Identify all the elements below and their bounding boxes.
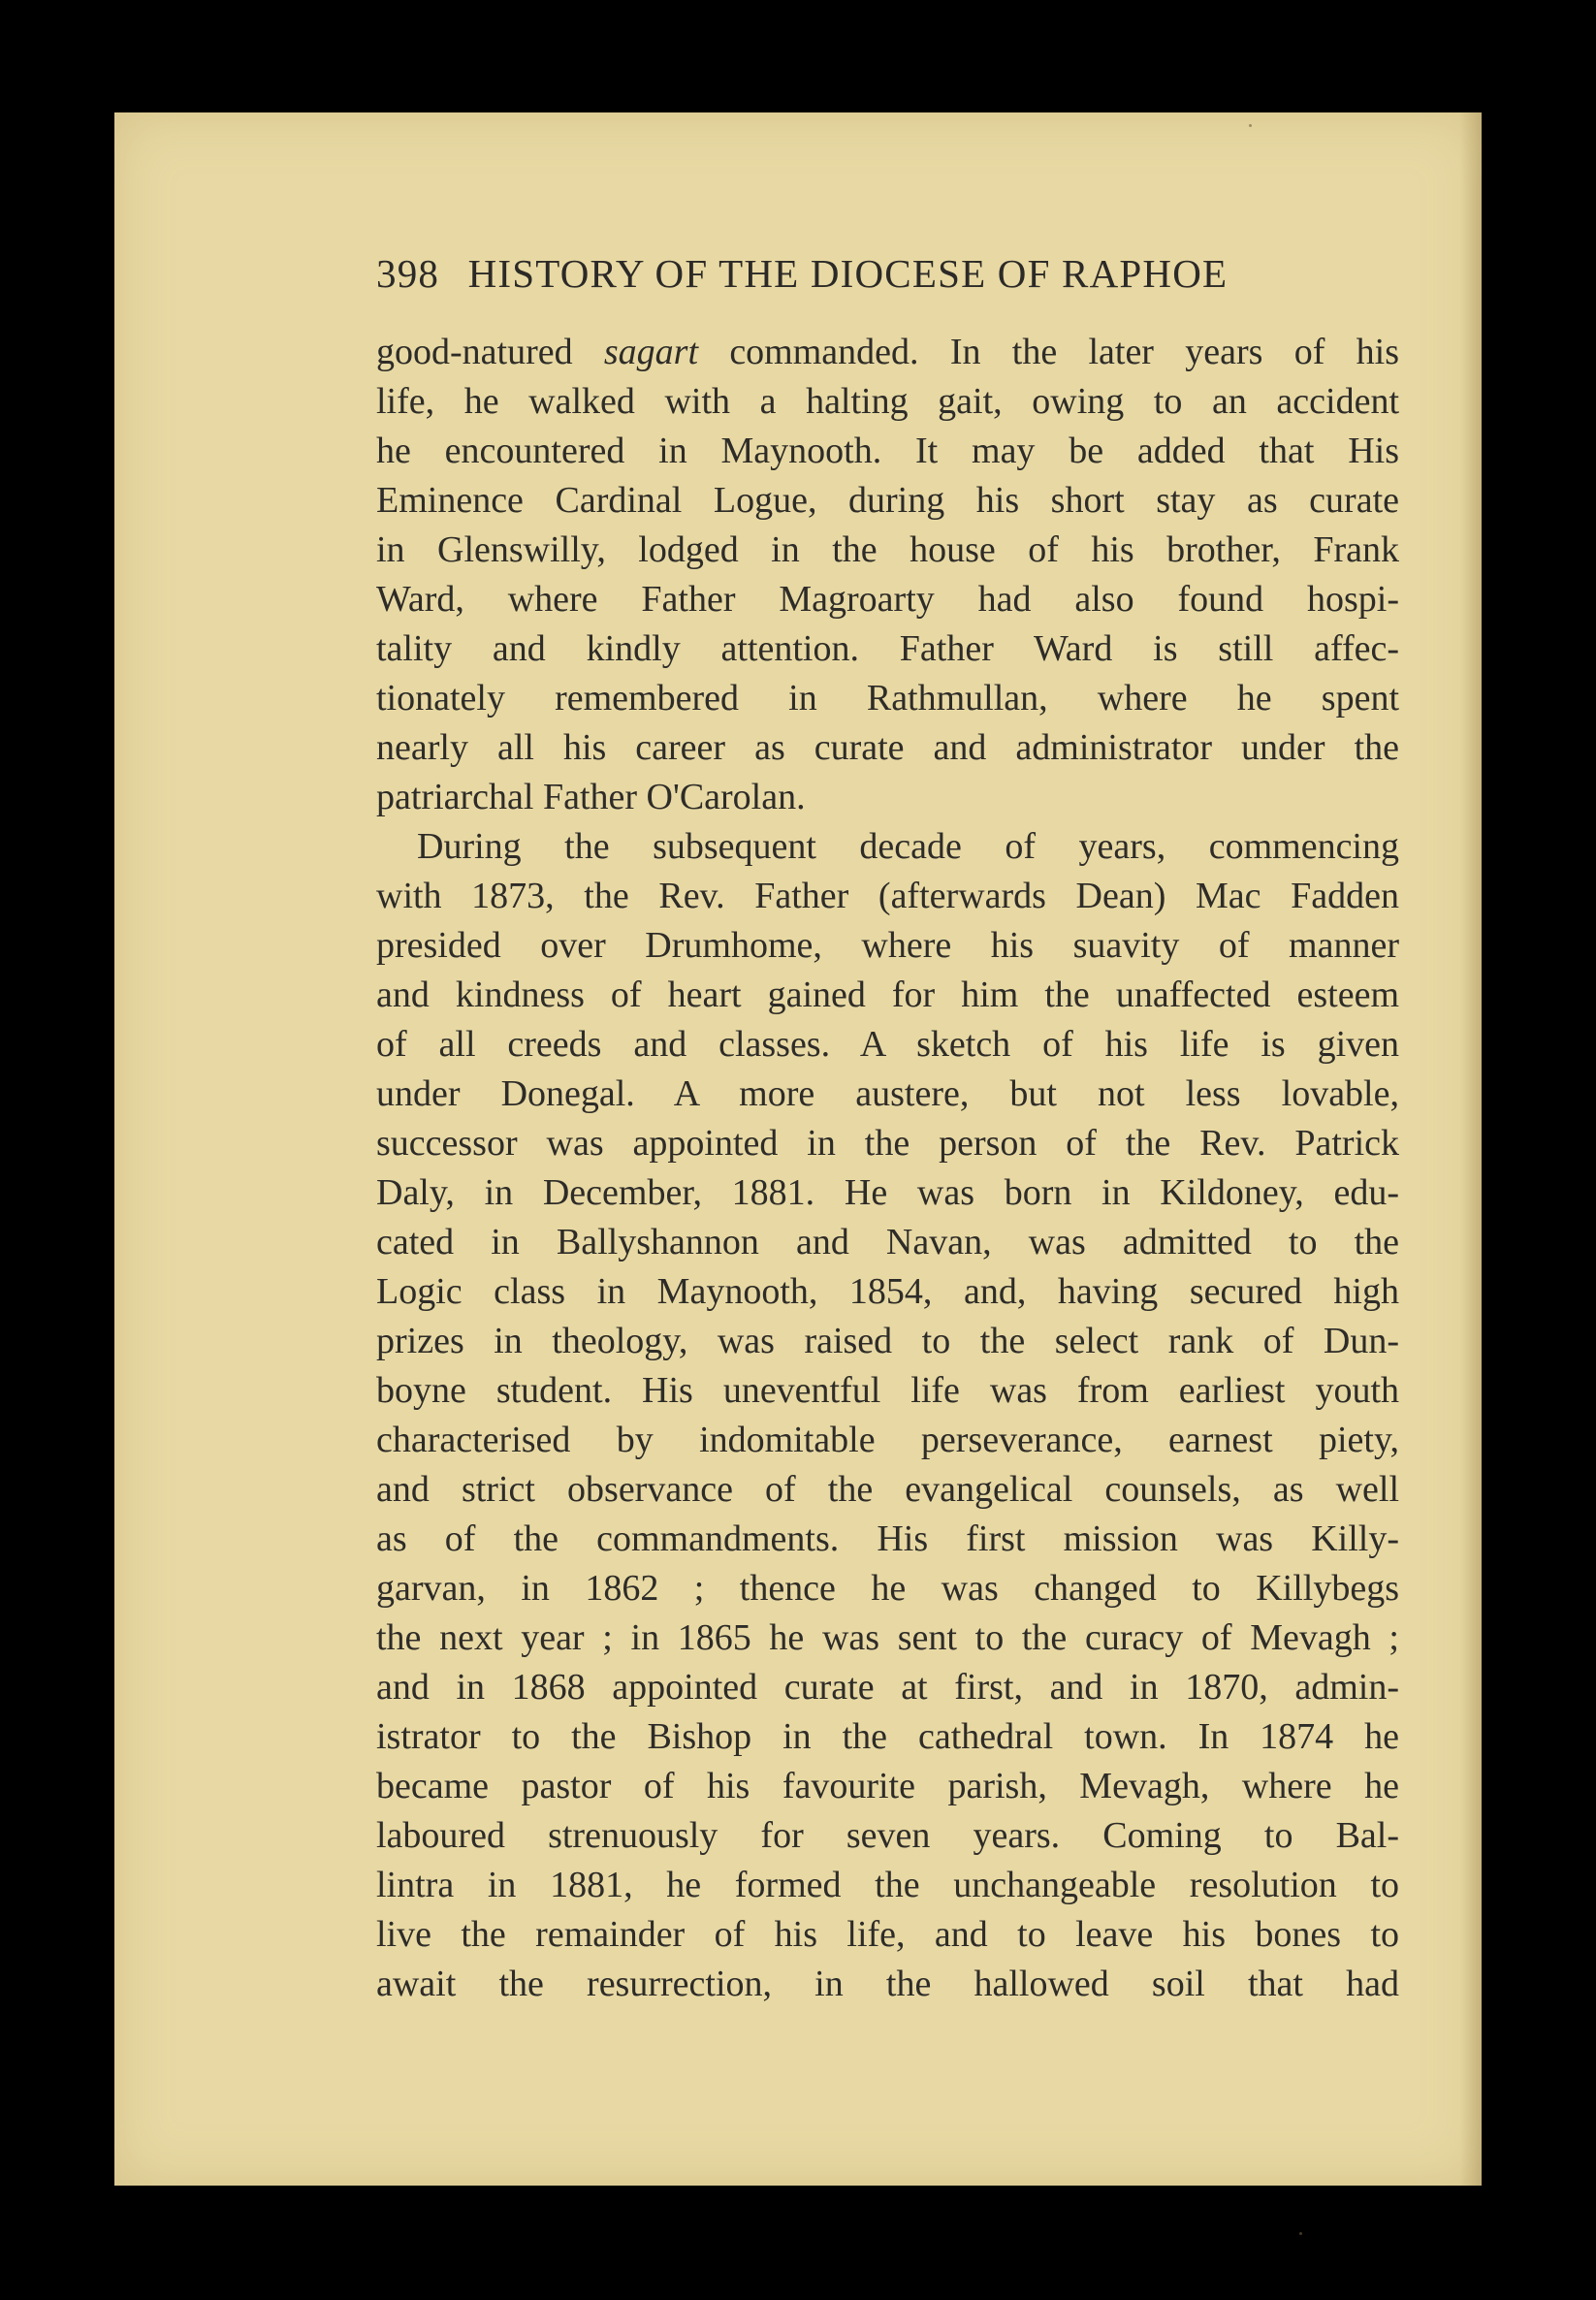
line-text: and kindness of heart gained for him the unaffected esteem xyxy=(376,974,1399,1015)
text-line xyxy=(376,1762,1399,1811)
line-text: and strict observance of the evangelical counsels, as well xyxy=(376,1469,1399,1510)
paper-speck xyxy=(1249,124,1252,127)
paper-speck xyxy=(1299,2232,1302,2235)
text-line xyxy=(376,1910,1399,1960)
line-text: commanded. In the later years of his xyxy=(698,332,1399,372)
text-line xyxy=(376,1267,1399,1317)
line-text: nearly all his career as curate and administrator under the xyxy=(376,727,1399,768)
line-text: tionately remembered in Rathmullan, where he spent xyxy=(376,678,1399,719)
text-line xyxy=(376,526,1399,575)
paragraph xyxy=(376,822,1399,2009)
text-line xyxy=(376,476,1399,526)
text-line xyxy=(376,1465,1399,1515)
running-title: HISTORY OF THE DIOCESE OF RAPHOE xyxy=(467,251,1229,296)
line-text: under Donegal. A more austere, but not less lovable, xyxy=(376,1073,1399,1114)
text-line xyxy=(376,1515,1399,1564)
line-text: characterised by indomitable perseverance, earnest piety, xyxy=(376,1420,1399,1460)
text-line xyxy=(376,773,1399,822)
text-line xyxy=(376,1119,1399,1168)
text-line xyxy=(376,1416,1399,1465)
text-line xyxy=(376,1070,1399,1119)
text-line xyxy=(376,872,1399,921)
text-line xyxy=(376,822,1399,872)
page-edge-shadow xyxy=(1460,112,1482,2186)
line-text: became pastor of his favourite parish, Mevagh, where he xyxy=(376,1766,1399,1806)
line-text: Eminence Cardinal Logue, during his short stay as curate xyxy=(376,480,1399,521)
line-text: tality and kindly attention. Father Ward is still affec- xyxy=(376,628,1399,669)
text-line xyxy=(376,921,1399,971)
line-text: in Glenswilly, lodged in the house of his brother, Frank xyxy=(376,529,1399,570)
line-text: the next year ; in 1865 he was sent to the curacy of Mevagh ; xyxy=(376,1617,1399,1658)
line-text: boyne student. His uneventful life was from earliest youth xyxy=(376,1370,1399,1411)
text-line xyxy=(376,1811,1399,1861)
text-line xyxy=(376,624,1399,674)
line-text: live the remainder of his life, and to leave his bones to xyxy=(376,1914,1399,1955)
line-text: prizes in theology, was raised to the select rank of Dun- xyxy=(376,1321,1399,1361)
line-text: presided over Drumhome, where his suavity of manner xyxy=(376,925,1399,966)
line-text: patriarchal Father O'Carolan. xyxy=(376,777,806,817)
line-text: he encountered in Maynooth. It may be added that His xyxy=(376,431,1399,471)
page-number: 398 xyxy=(376,251,440,296)
line-text: Ward, where Father Magroarty had also found hospi- xyxy=(376,579,1399,620)
line-text: life, he walked with a halting gait, owing to an accident xyxy=(376,381,1399,422)
text-line xyxy=(376,427,1399,476)
text-line xyxy=(376,1613,1399,1663)
line-text: laboured strenuously for seven years. Coming to Bal- xyxy=(376,1815,1399,1856)
line-text: Daly, in December, 1881. He was born in Kildoney, edu- xyxy=(376,1172,1399,1213)
line-text: istrator to the Bishop in the cathedral town. In 1874 he xyxy=(376,1716,1399,1757)
text-line xyxy=(376,1960,1399,2009)
line-text: of all creeds and classes. A sketch of his life is given xyxy=(376,1024,1399,1065)
line-text: await the resurrection, in the hallowed soil that had xyxy=(376,1964,1399,2004)
text-line xyxy=(376,1663,1399,1712)
text-line xyxy=(376,1020,1399,1070)
italic-word: sagart xyxy=(603,332,699,372)
line-text: and in 1868 appointed curate at first, and in 1870, admin- xyxy=(376,1667,1399,1708)
text-line xyxy=(376,723,1399,773)
text-line xyxy=(376,1564,1399,1613)
text-line xyxy=(376,1366,1399,1416)
line-text: with 1873, the Rev. Father (afterwards Dean) Mac Fadden xyxy=(376,876,1399,916)
scanned-page xyxy=(114,112,1482,2186)
text-line xyxy=(376,575,1399,624)
text-line xyxy=(376,328,1399,377)
line-text: as of the commandments. His first mission was Killy- xyxy=(376,1518,1399,1559)
line-text: Logic class in Maynooth, 1854, and, having secured high xyxy=(376,1271,1399,1312)
line-text: garvan, in 1862 ; thence he was changed to Killybegs xyxy=(376,1568,1399,1609)
line-text: cated in Ballyshannon and Navan, was admitted to the xyxy=(376,1222,1399,1262)
line-text: lintra in 1881, he formed the unchangeable resolution to xyxy=(376,1865,1399,1905)
paragraph xyxy=(376,328,1399,822)
line-text: During the subsequent decade of years, commencing xyxy=(417,826,1399,867)
text-line xyxy=(376,971,1399,1020)
running-head xyxy=(376,244,1482,303)
text-line xyxy=(376,377,1399,427)
line-text: good-natured xyxy=(376,332,604,372)
text-line xyxy=(376,1317,1399,1366)
text-line xyxy=(376,1218,1399,1267)
text-line xyxy=(376,1712,1399,1762)
line-text: successor was appointed in the person of the Rev. Patrick xyxy=(376,1123,1399,1164)
text-line xyxy=(376,1861,1399,1910)
text-line xyxy=(376,1168,1399,1218)
body-text xyxy=(376,328,1399,2009)
text-line xyxy=(376,674,1399,723)
